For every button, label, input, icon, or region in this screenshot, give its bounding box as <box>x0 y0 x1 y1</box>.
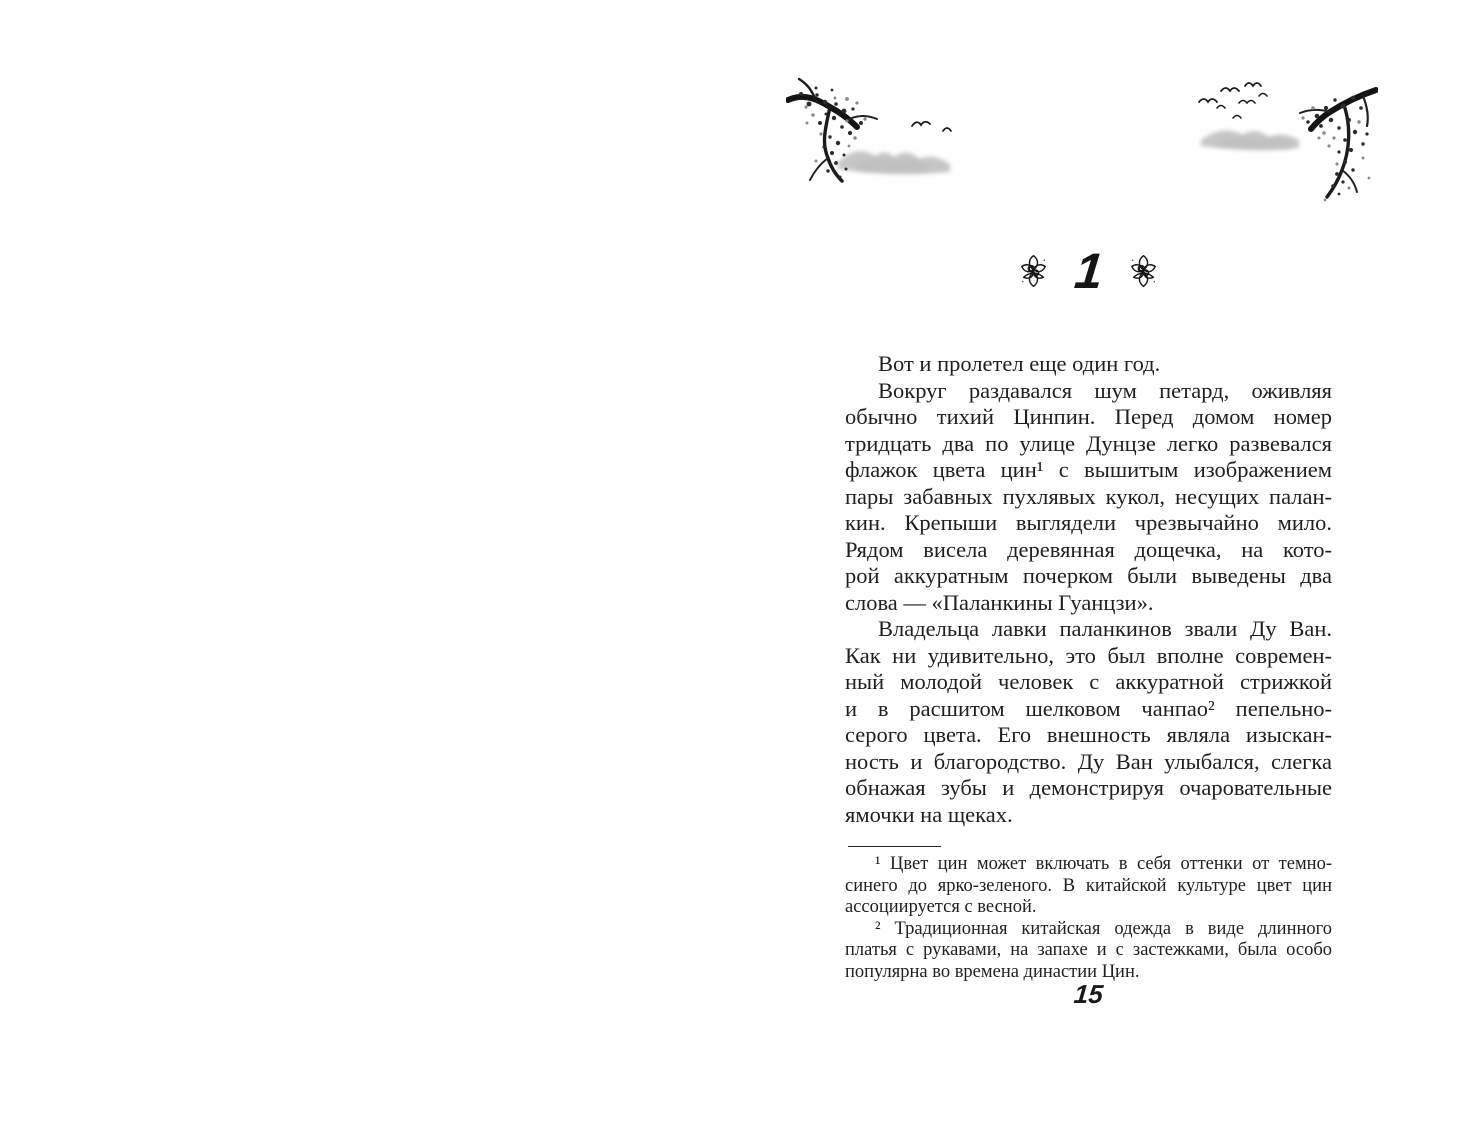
body-line: серого цвета. Его внешность являла изыскан- <box>845 722 1332 747</box>
footnote-line: популярна во времена династии Цин. <box>845 961 1140 982</box>
chapter-heading <box>845 240 1332 302</box>
body-line: ность и благородство. Ду Ван улыбался, слегка <box>845 748 1332 774</box>
body-line: пары забавных пухлявых кукол, несущих палан- <box>845 483 1332 509</box>
page-number: 15 <box>1072 979 1105 1009</box>
body-line: Владельца лавки паланкинов звали Ду Ван. <box>878 616 1332 641</box>
body-line: Рядом висела деревянная дощечка, на кото- <box>845 536 1332 562</box>
footnote-line: ² Традиционная китайская одежда в виде длинного <box>875 918 1332 939</box>
body-line: ямочки на щеках. <box>845 801 1013 827</box>
body-line: тридцать два по улице Дунцзе легко развевался <box>845 430 1332 456</box>
footnote-line: ¹ Цвет цин может включать в себя оттенки от темно- <box>875 854 1332 874</box>
body-line: Как ни удивительно, это был вполне современ- <box>845 642 1332 668</box>
body-line: Вот и пролетел еще один год. <box>878 351 1161 376</box>
body-line: обычно тихий Цинпин. Перед домом номер <box>845 404 1332 429</box>
body-line: кин. Крепыши выглядели чрезвычайно мило. <box>845 510 1332 535</box>
body-line: рой аккуратным почерком были выведены два <box>845 563 1332 588</box>
footnotes <box>845 854 1332 984</box>
ink-branch-left-decoration-icon <box>786 74 981 186</box>
flower-ornament-left-icon <box>1020 254 1047 288</box>
chapter-number: 1 <box>1071 243 1106 299</box>
footnote-divider <box>848 846 941 847</box>
footnote-line: платья с рукавами, на запахе и с застежками, была особо <box>845 940 1332 961</box>
footnote-line: синего до ярко-зеленого. В китайской культуре цвет цин <box>845 875 1332 896</box>
body-text <box>845 351 1332 828</box>
body-line: ный молодой человек с аккуратной стрижкой <box>845 669 1332 694</box>
body-line: флажок цвета цин¹ с вышитым изображением <box>845 457 1332 482</box>
ink-branch-right-decoration-icon <box>1193 78 1378 206</box>
body-line: слова — «Паланкины Гуанцзи». <box>845 589 1154 615</box>
right-page <box>731 0 1462 1125</box>
footnote-line: ассоциируется с весной. <box>845 897 1037 918</box>
body-line: Вокруг раздавался шум петард, оживляя <box>878 377 1332 403</box>
body-line: обнажая зубы и демонстрируя очаровательные <box>845 775 1332 800</box>
flower-ornament-right-icon <box>1130 254 1157 288</box>
body-line: и в расшитом шелковом чанпао² пепельно- <box>845 695 1332 721</box>
